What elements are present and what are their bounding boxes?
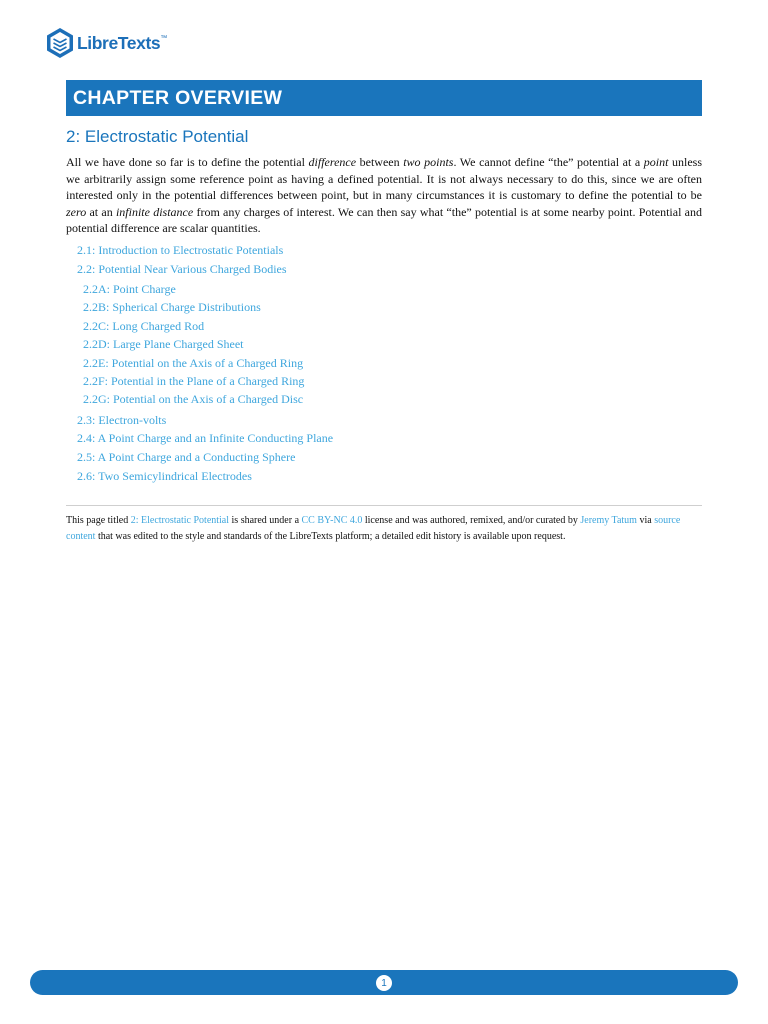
toc-link[interactable]: 2.2F: Potential in the Plane of a Charged Ring	[83, 374, 305, 388]
intro-text: at an	[86, 204, 116, 219]
author-link[interactable]: Jeremy Tatum	[580, 515, 637, 526]
toc-link[interactable]: 2.6: Two Semicylindrical Electrodes	[77, 469, 252, 483]
logo-wordmark: LibreTexts™	[77, 32, 167, 53]
toc-link[interactable]: 2.2E: Potential on the Axis of a Charged Ring	[83, 356, 304, 370]
intro-text: All we have done so far is to define the potential	[66, 155, 309, 169]
page-number: 1	[376, 975, 392, 991]
toc-link[interactable]: 2.2D: Large Plane Charged Sheet	[83, 337, 244, 351]
toc-link[interactable]: 2.5: A Point Charge and a Conducting Sphere	[77, 450, 296, 464]
intro-emphasis: difference	[308, 155, 357, 169]
license-text: that was edited to the style and standards of the LibreTexts platform; a detailed edit history is available upon request.	[95, 530, 566, 542]
page-title: 2: Electrostatic Potential	[66, 127, 249, 146]
libretexts-logo-icon	[46, 27, 74, 59]
license-text: license and was authored, remixed, and/or curated by	[362, 515, 581, 526]
intro-emphasis: zero	[66, 204, 87, 219]
intro-text: from any charges of interest. We can then say what “the” potential is at some nearby point. Potential and potential difference are scalar quantities.	[66, 204, 702, 235]
libretexts-logo[interactable]	[46, 27, 167, 59]
toc-link[interactable]: 2.2B: Spherical Charge Distributions	[83, 300, 261, 314]
divider	[66, 505, 702, 506]
intro-text: between	[356, 155, 404, 169]
toc-link[interactable]: 2.2A: Point Charge	[83, 282, 176, 296]
toc-link[interactable]: 2.2: Potential Near Various Charged Bodies	[77, 262, 287, 276]
chapter-overview-banner	[66, 80, 702, 116]
intro-paragraph	[66, 154, 702, 237]
intro-text: unless we arbitrarily assign some reference point as having a defined potential. It is not always necessary to do this, since we are often interested only in the potential differences between point, but in many circumstances it is customary to define the potential to be	[66, 155, 702, 202]
license-text: is shared under a	[229, 515, 302, 526]
intro-emphasis: infinite distance	[115, 204, 194, 219]
banner-label: CHAPTER OVERVIEW	[73, 86, 283, 109]
license-notice	[66, 513, 706, 544]
intro-emphasis: point	[643, 155, 669, 169]
intro-emphasis: two points	[403, 155, 454, 169]
license-text: via	[636, 515, 655, 526]
toc-link[interactable]: 2.2G: Potential on the Axis of a Charged Disc	[83, 392, 304, 406]
source-content-link[interactable]: source content	[66, 515, 681, 542]
license-text: This page titled	[66, 515, 131, 526]
toc-link[interactable]: 2.4: A Point Charge and an Infinite Conducting Plane	[77, 431, 334, 445]
toc-link[interactable]: 2.3: Electron-volts	[77, 413, 167, 427]
license-link[interactable]: CC BY-NC 4.0	[301, 515, 363, 526]
page-title-link[interactable]: 2: Electrostatic Potential	[130, 515, 230, 526]
intro-text: . We cannot define “the” potential at a	[453, 155, 644, 169]
toc-link[interactable]: 2.1: Introduction to Electrostatic Potentials	[77, 243, 284, 257]
toc-link[interactable]: 2.2C: Long Charged Rod	[83, 319, 205, 333]
